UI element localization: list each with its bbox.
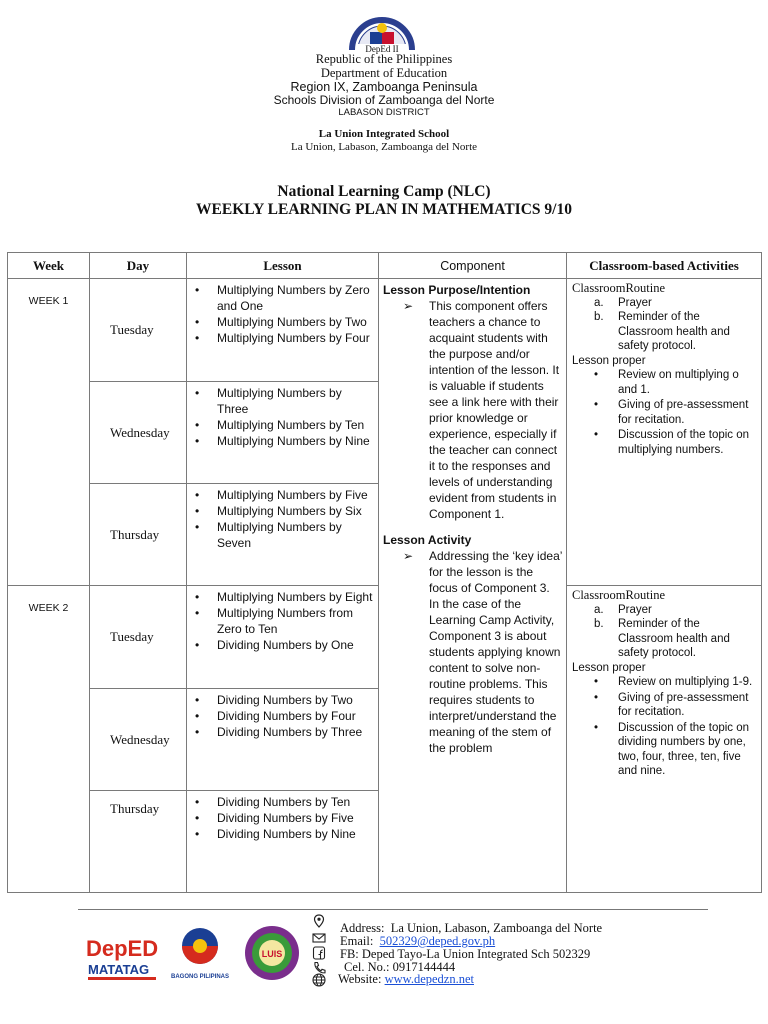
svg-text:LUIS: LUIS bbox=[261, 949, 283, 959]
list-item: • Multiplying Numbers from Zero to Ten bbox=[217, 605, 374, 637]
component-cell bbox=[379, 279, 567, 893]
facebook-icon bbox=[311, 946, 327, 960]
list-item: • Review on multiplying o and 1. bbox=[618, 368, 757, 398]
email-link[interactable]: 502329@deped.gov.ph bbox=[379, 934, 496, 948]
day-cell: Thursday bbox=[90, 484, 187, 586]
footer-cellphone: Cel. No.: 0917144444 bbox=[344, 960, 456, 974]
deped-seal-logo bbox=[344, 14, 420, 54]
header-republic: Republic of the Philippines bbox=[315, 52, 453, 66]
header-day: Day bbox=[90, 253, 187, 279]
component-title-activity: Lesson Activity bbox=[383, 533, 472, 547]
header-component: Component bbox=[379, 253, 567, 279]
lesson-proper-title: Lesson proper bbox=[572, 661, 646, 674]
footer-facebook: FB: Deped Tayo-La Union Integrated Sch 502329 bbox=[340, 947, 591, 961]
list-item: • Multiplying Numbers by Nine bbox=[217, 433, 374, 449]
week-1-label: WEEK 1 bbox=[8, 279, 90, 586]
bagong-pilipinas-logo bbox=[170, 924, 230, 982]
day-cell: Wednesday bbox=[90, 689, 187, 791]
week-2-label: WEEK 2 bbox=[8, 586, 90, 893]
list-item: • Review on multiplying 1-9. bbox=[618, 675, 757, 691]
lesson-cell bbox=[187, 791, 379, 893]
list-item: • Discussion of the topic on multiplying numbers. bbox=[618, 428, 757, 458]
list-item: • Giving of pre-assessment for recitation. bbox=[618, 398, 757, 428]
list-item: • Multiplying Numbers by Six bbox=[217, 503, 374, 519]
svg-text:MATATAG: MATATAG bbox=[88, 962, 150, 977]
header-district: LABASON DISTRICT bbox=[338, 107, 430, 118]
header-department: Department of Education bbox=[320, 66, 448, 80]
lesson-cell bbox=[187, 484, 379, 586]
globe-icon bbox=[311, 973, 327, 987]
email-icon bbox=[311, 931, 327, 945]
svg-text:DepEd II: DepEd II bbox=[365, 44, 399, 54]
footer-divider bbox=[78, 909, 708, 910]
footer-email: Email: 502329@deped.gov.ph bbox=[340, 934, 496, 948]
table-header-row bbox=[8, 253, 762, 279]
list-item: • Multiplying Numbers by Eight bbox=[217, 589, 374, 605]
routine-title: ClassroomRoutine bbox=[572, 588, 666, 602]
list-item: a. Prayer bbox=[594, 296, 652, 309]
list-item: • Multiplying Numbers by Two bbox=[217, 314, 374, 330]
day-cell: Tuesday bbox=[90, 279, 187, 382]
activities-cell-week-1 bbox=[567, 279, 762, 586]
component-text-activity: ➢ Addressing the ‘key idea’ for the lesson is the focus of Component 3. In the case of the Learning Camp Activity, Component 3 is about students applying known content to solve non-routine problems. This requires students to interpret/understand the meaning of the stem of the problem bbox=[383, 548, 562, 756]
list-item: • Dividing Numbers by Ten bbox=[217, 794, 374, 810]
footer-address: Address: La Union, Labason, Zamboanga del Norte bbox=[340, 921, 603, 935]
header-region: Region IX, Zamboanga Peninsula bbox=[290, 80, 478, 94]
school-address: La Union, Labason, Zamboanga del Norte bbox=[290, 141, 478, 153]
document-title: National Learning Camp (NLC) bbox=[277, 183, 491, 200]
document-subtitle: WEEKLY LEARNING PLAN IN MATHEMATICS 9/10 bbox=[196, 201, 572, 218]
lesson-cell bbox=[187, 689, 379, 791]
svg-text:DepED: DepED bbox=[86, 936, 159, 961]
routine-title: ClassroomRoutine bbox=[572, 281, 666, 295]
header-lesson: Lesson bbox=[187, 253, 379, 279]
activities-cell-week-2 bbox=[567, 586, 762, 893]
list-item: • Dividing Numbers by Four bbox=[217, 708, 374, 724]
list-item: b. Reminder of the Classroom health and safety protocol. bbox=[594, 618, 730, 659]
lesson-cell bbox=[187, 382, 379, 484]
school-seal-logo bbox=[243, 924, 301, 982]
day-cell: Thursday bbox=[90, 791, 187, 893]
deped-matatag-logo bbox=[84, 932, 160, 982]
list-item: • Dividing Numbers by One bbox=[217, 637, 374, 653]
svg-text:BAGONG PILIPINAS: BAGONG PILIPINAS bbox=[170, 974, 230, 980]
component-text-purpose: ➢ This component offers teachers a chance to acquaint students with the purpose and/or intention of the lesson. It is valuable if students see a link here with their prior knowledge or experience, especially if the teacher can connect it to the responses and levels of understanding evident from students in Component 1. bbox=[383, 298, 562, 522]
list-item: • Multiplying Numbers by Seven bbox=[217, 519, 374, 551]
website-link[interactable]: www.depedzn.net bbox=[384, 972, 474, 986]
list-item: • Giving of pre-assessment for recitation. bbox=[618, 691, 757, 721]
weekly-plan-table bbox=[7, 252, 762, 893]
list-item: • Multiplying Numbers by Zero and One bbox=[217, 282, 374, 314]
location-pin-icon bbox=[311, 914, 327, 928]
header-week: Week bbox=[8, 253, 90, 279]
header-activities: Classroom-based Activities bbox=[567, 253, 762, 279]
list-item: • Dividing Numbers by Three bbox=[217, 724, 374, 740]
table-row bbox=[8, 279, 762, 382]
day-cell: Wednesday bbox=[90, 382, 187, 484]
list-item: • Multiplying Numbers by Ten bbox=[217, 417, 374, 433]
lesson-cell bbox=[187, 279, 379, 382]
list-item: a. Prayer bbox=[594, 603, 652, 616]
list-item: • Multiplying Numbers by Five bbox=[217, 487, 374, 503]
list-item: • Multiplying Numbers by Three bbox=[217, 385, 374, 417]
day-cell: Tuesday bbox=[90, 586, 187, 689]
list-item: b. Reminder of the Classroom health and safety protocol. bbox=[594, 311, 730, 352]
list-item: • Multiplying Numbers by Four bbox=[217, 330, 374, 346]
list-item: • Dividing Numbers by Two bbox=[217, 692, 374, 708]
list-item: • Discussion of the topic on dividing numbers by one, two, four, three, ten, five and nine. bbox=[618, 721, 757, 780]
footer-website: Website: www.depedzn.net bbox=[338, 972, 474, 986]
lesson-cell bbox=[187, 586, 379, 689]
list-item: • Dividing Numbers by Nine bbox=[217, 826, 374, 842]
header-division: Schools Division of Zamboanga del Norte bbox=[273, 93, 495, 107]
lesson-proper-title: Lesson proper bbox=[572, 354, 646, 367]
school-name: La Union Integrated School bbox=[318, 128, 450, 140]
list-item: • Dividing Numbers by Five bbox=[217, 810, 374, 826]
component-title-purpose: Lesson Purpose/Intention bbox=[383, 283, 531, 297]
